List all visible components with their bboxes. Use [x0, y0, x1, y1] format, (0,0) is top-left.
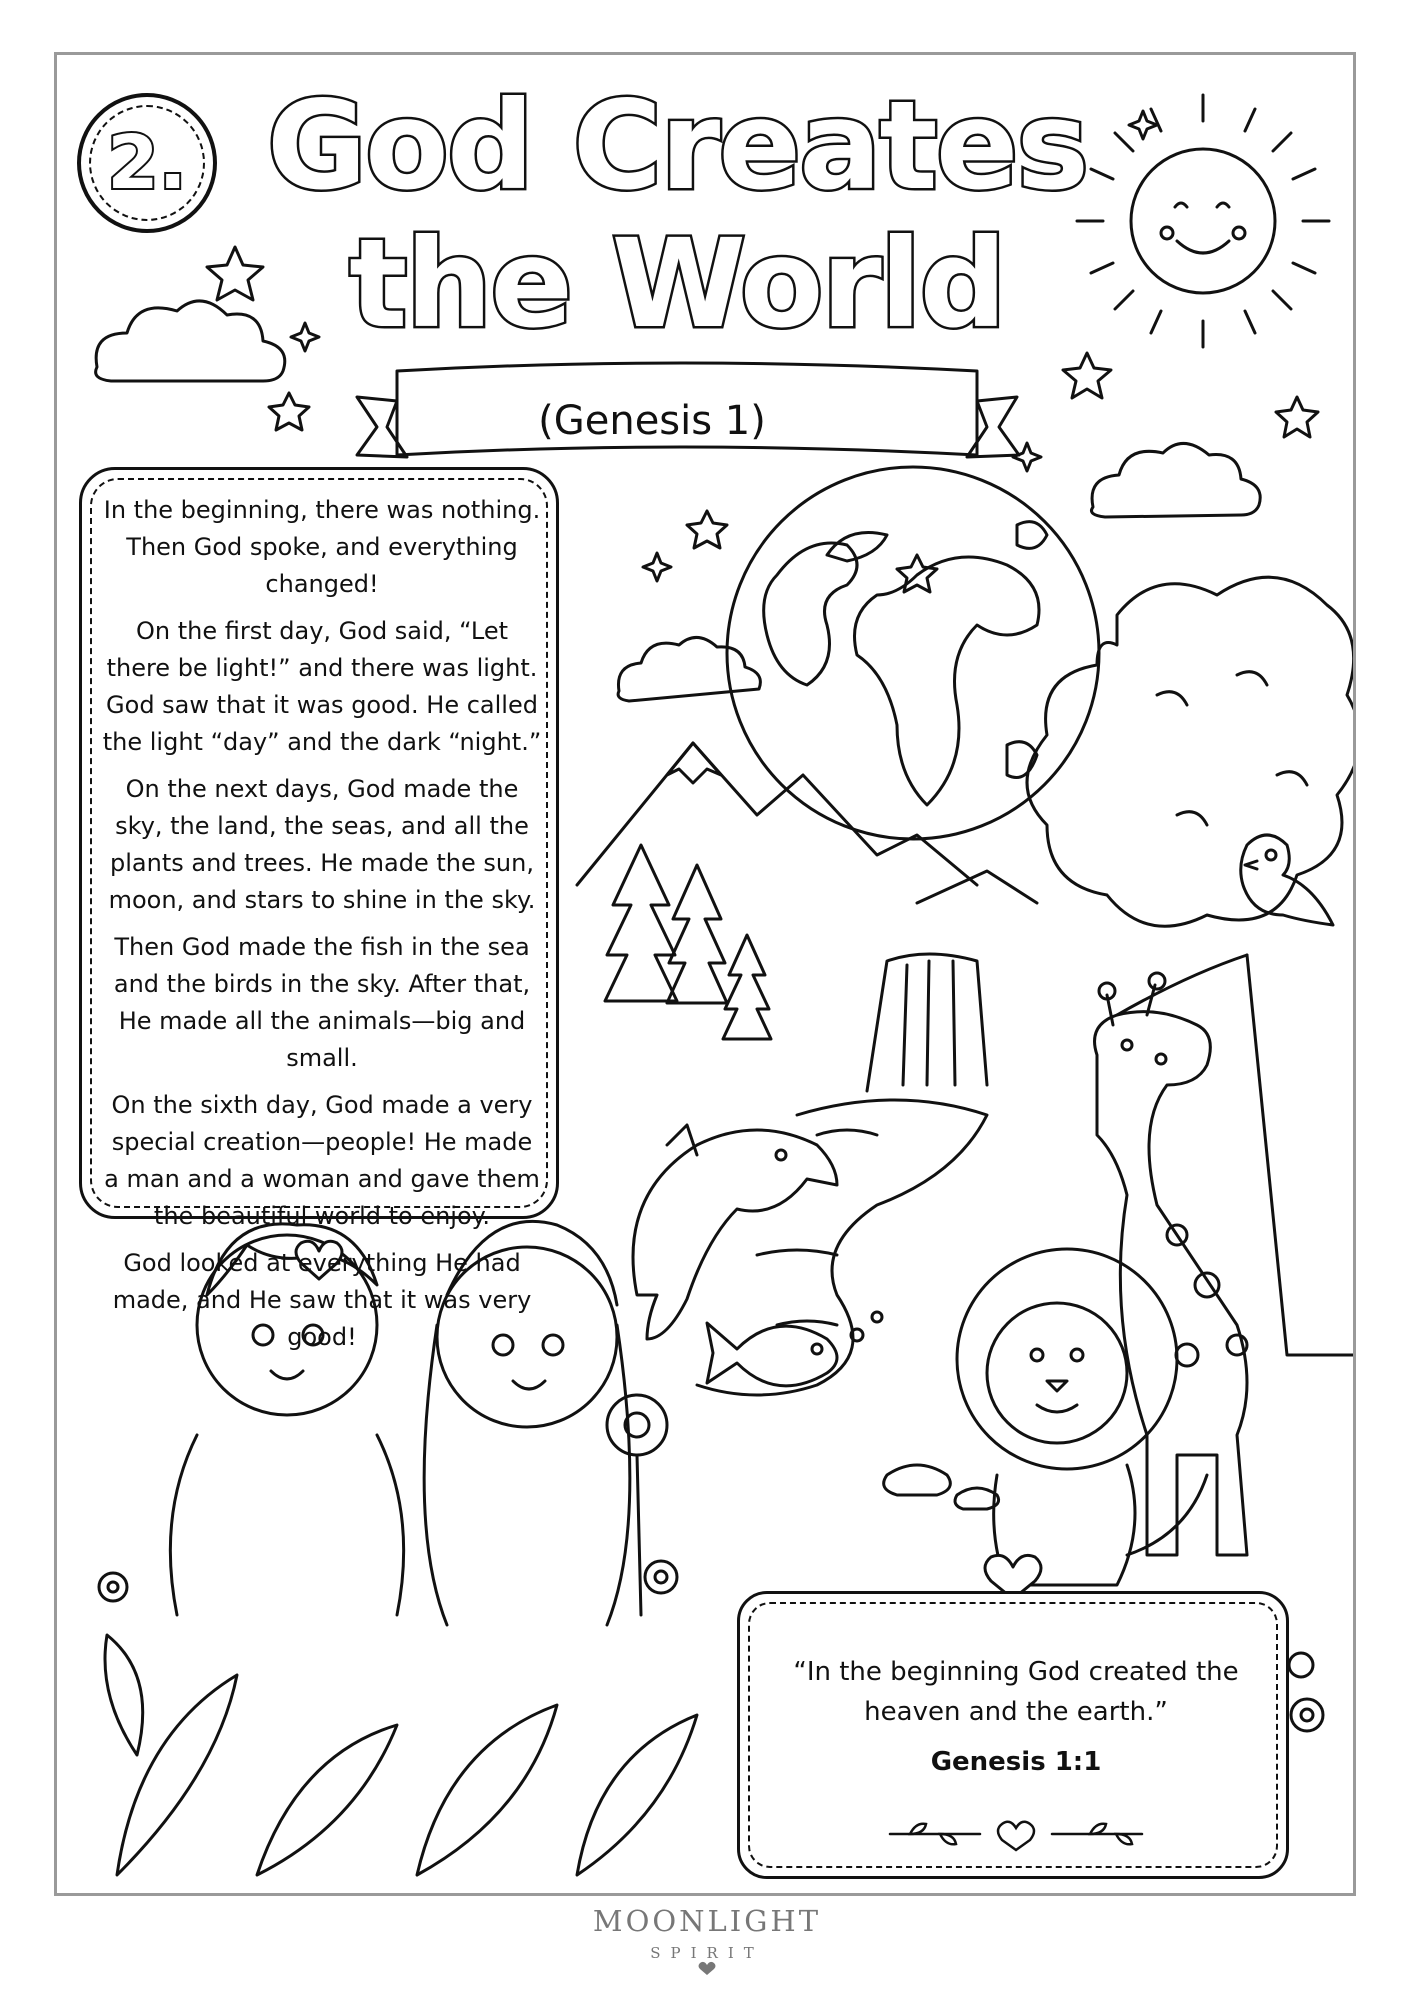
giraffe [1095, 973, 1248, 1555]
story-paragraph: Then God made the fish in the sea and the birds in the sky. After that, He made all the animals—big and small. [113, 933, 531, 1072]
story-box [79, 467, 559, 1351]
earth-globe [727, 467, 1099, 839]
title-line-2: the World [349, 213, 1005, 355]
story-paragraph: On the next days, God made the sky, the land, the seas, and all the plants and trees. He made the sun, moon, and stars to shine in the sky. [108, 775, 536, 914]
lion [957, 1249, 1207, 1585]
lesson-number: 2. [107, 120, 187, 206]
story-paragraph: God looked at everything He had made, and He saw that it was very good! [112, 1249, 532, 1351]
verse-box [737, 1591, 1289, 1879]
page-title [227, 77, 1127, 353]
lesson-number-badge [77, 93, 217, 233]
mountains [577, 743, 1037, 903]
cloud-icon [618, 637, 760, 701]
verse-reference: Genesis 1:1 [930, 1747, 1102, 1777]
verse-quote: “In the beginning God created the heaven and the earth.” [793, 1657, 1239, 1727]
story-paragraph: In the beginning, there was nothing. Then God spoke, and everything changed! [103, 496, 541, 598]
waterfall-river [697, 954, 987, 1395]
cloud-icon [1092, 443, 1261, 517]
brand-name-bottom: SPIRIT [650, 1944, 764, 1962]
brand-name-top: MOONLIGHT [592, 1904, 822, 1938]
scripture-reference-banner: (Genesis 1) [538, 398, 766, 444]
coloring-page [54, 52, 1356, 1896]
bird-icon [1241, 835, 1333, 925]
pine-trees [605, 845, 771, 1039]
dolphin [633, 1125, 837, 1339]
story-text [102, 492, 542, 1366]
brand-logo [507, 1903, 907, 1963]
story-paragraph: On the sixth day, God made a very special creation—people! He made a man and a woman and gave them the beautiful world to enjoy. [104, 1091, 540, 1230]
story-paragraph: On the first day, God said, “Let there be light!” and there was light. God saw that it was good. He called the light “day” and the dark “night.” [102, 617, 542, 756]
title-line-1: God Creates [266, 75, 1088, 217]
vine-ornament [880, 1816, 1152, 1852]
heart-icon [697, 1961, 717, 1975]
heart-icon [998, 1822, 1034, 1850]
oak-tree [1027, 577, 1356, 1355]
